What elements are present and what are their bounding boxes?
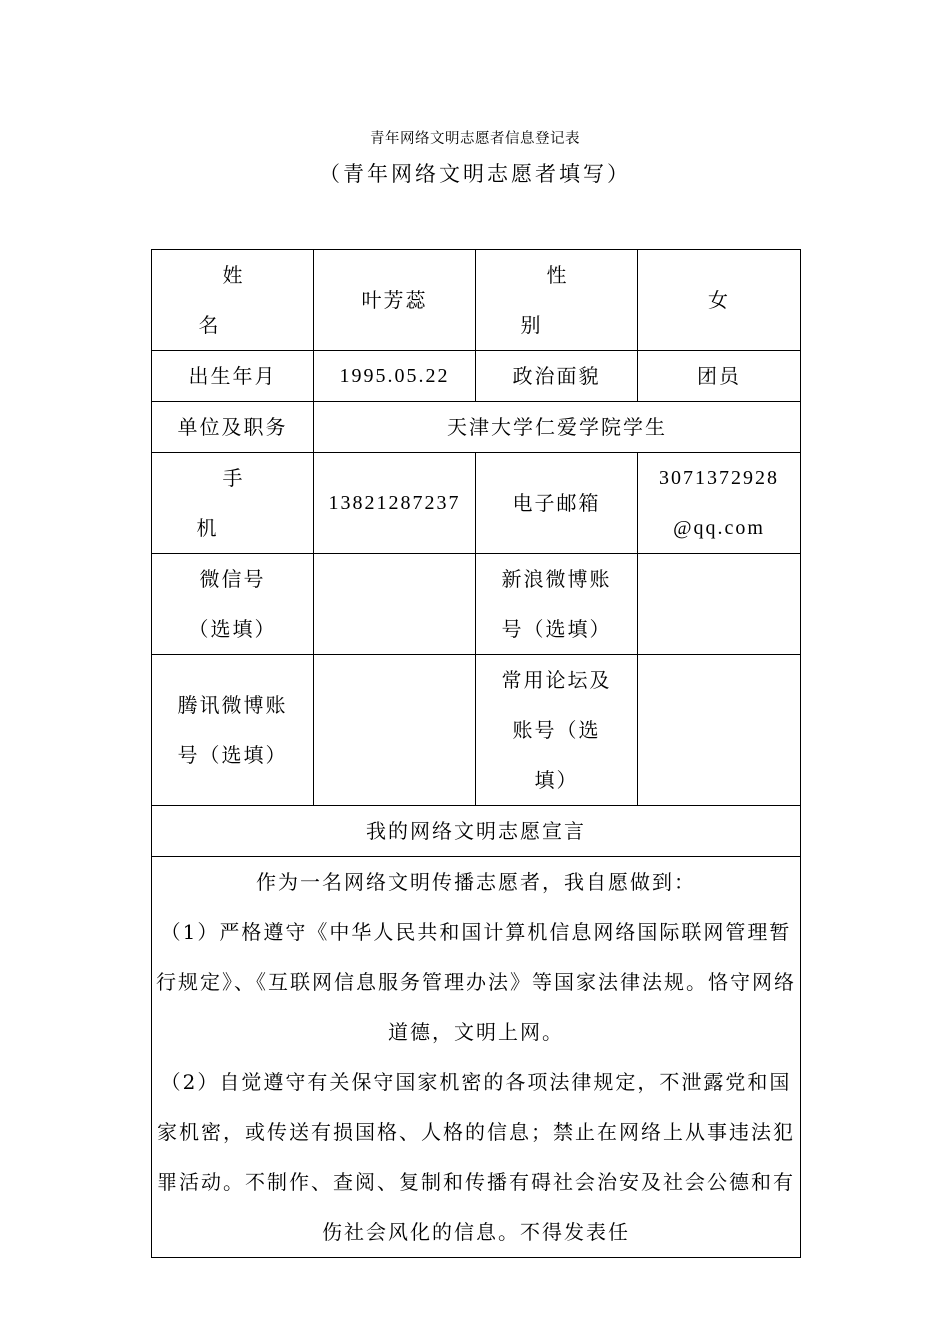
label-birth: 出生年月 (152, 351, 314, 402)
email-line-1: 3071372928 (659, 467, 779, 489)
declaration-item-1: （1）严格遵守《中华人民共和国计算机信息网络国际联网管理暂行规定》、《互联网信息服务管理办法》等国家法律法规。恪守网络道德，文明上网。 (156, 920, 796, 1044)
label-political: 政治面貌 (476, 351, 638, 402)
row-phone-email (152, 453, 801, 554)
email-line-2: @qq.com (673, 517, 765, 539)
row-birth-political (152, 351, 801, 402)
declaration-intro: 作为一名网络文明传播志愿者，我自愿做到： (256, 870, 696, 894)
row-wechat-sina (152, 554, 801, 655)
row-declaration-title (152, 806, 801, 857)
value-email[interactable] (638, 453, 801, 554)
label-name: 姓名 (152, 250, 314, 351)
value-political[interactable]: 团员 (638, 351, 801, 402)
value-name[interactable]: 叶芳蕊 (314, 250, 476, 351)
value-unit[interactable]: 天津大学仁爱学院学生 (314, 402, 801, 453)
label-email: 电子邮箱 (476, 453, 638, 554)
form-subtitle: （青年网络文明志愿者填写） (319, 162, 631, 186)
row-unit (152, 402, 801, 453)
registration-table (151, 249, 801, 1258)
label-gender: 性别 (476, 250, 638, 351)
row-tencent-forum (152, 655, 801, 806)
form-title: 青年网络文明志愿者信息登记表 (370, 131, 580, 147)
label-tencent: 腾讯微博账 号（选填） (152, 655, 314, 806)
label-unit: 单位及职务 (152, 402, 314, 453)
row-name-gender (152, 250, 801, 351)
declaration-body (152, 857, 801, 1258)
label-phone: 手机 (152, 453, 314, 554)
value-wechat[interactable] (314, 554, 476, 655)
label-sina: 新浪微博账 号（选填） (476, 554, 638, 655)
label-wechat: 微信号 （选填） (152, 554, 314, 655)
value-tencent[interactable] (314, 655, 476, 806)
value-sina[interactable] (638, 554, 801, 655)
value-phone[interactable]: 13821287237 (314, 453, 476, 554)
declaration-title: 我的网络文明志愿宣言 (152, 806, 801, 857)
value-birth[interactable]: 1995.05.22 (314, 351, 476, 402)
declaration-item-2: （2）自觉遵守有关保守国家机密的各项法律规定，不泄露党和国家机密，或传送有损国格、人格的信息；禁止在网络上从事违法犯罪活动。不制作、查阅、复制和传播有碍社会治安及社会公德和有伤社会风化的信息。不得发表任 (157, 1070, 795, 1244)
label-forum: 常用论坛及 账号（选 填） (476, 655, 638, 806)
value-gender[interactable]: 女 (638, 250, 801, 351)
row-declaration-body (152, 857, 801, 1258)
value-forum[interactable] (638, 655, 801, 806)
